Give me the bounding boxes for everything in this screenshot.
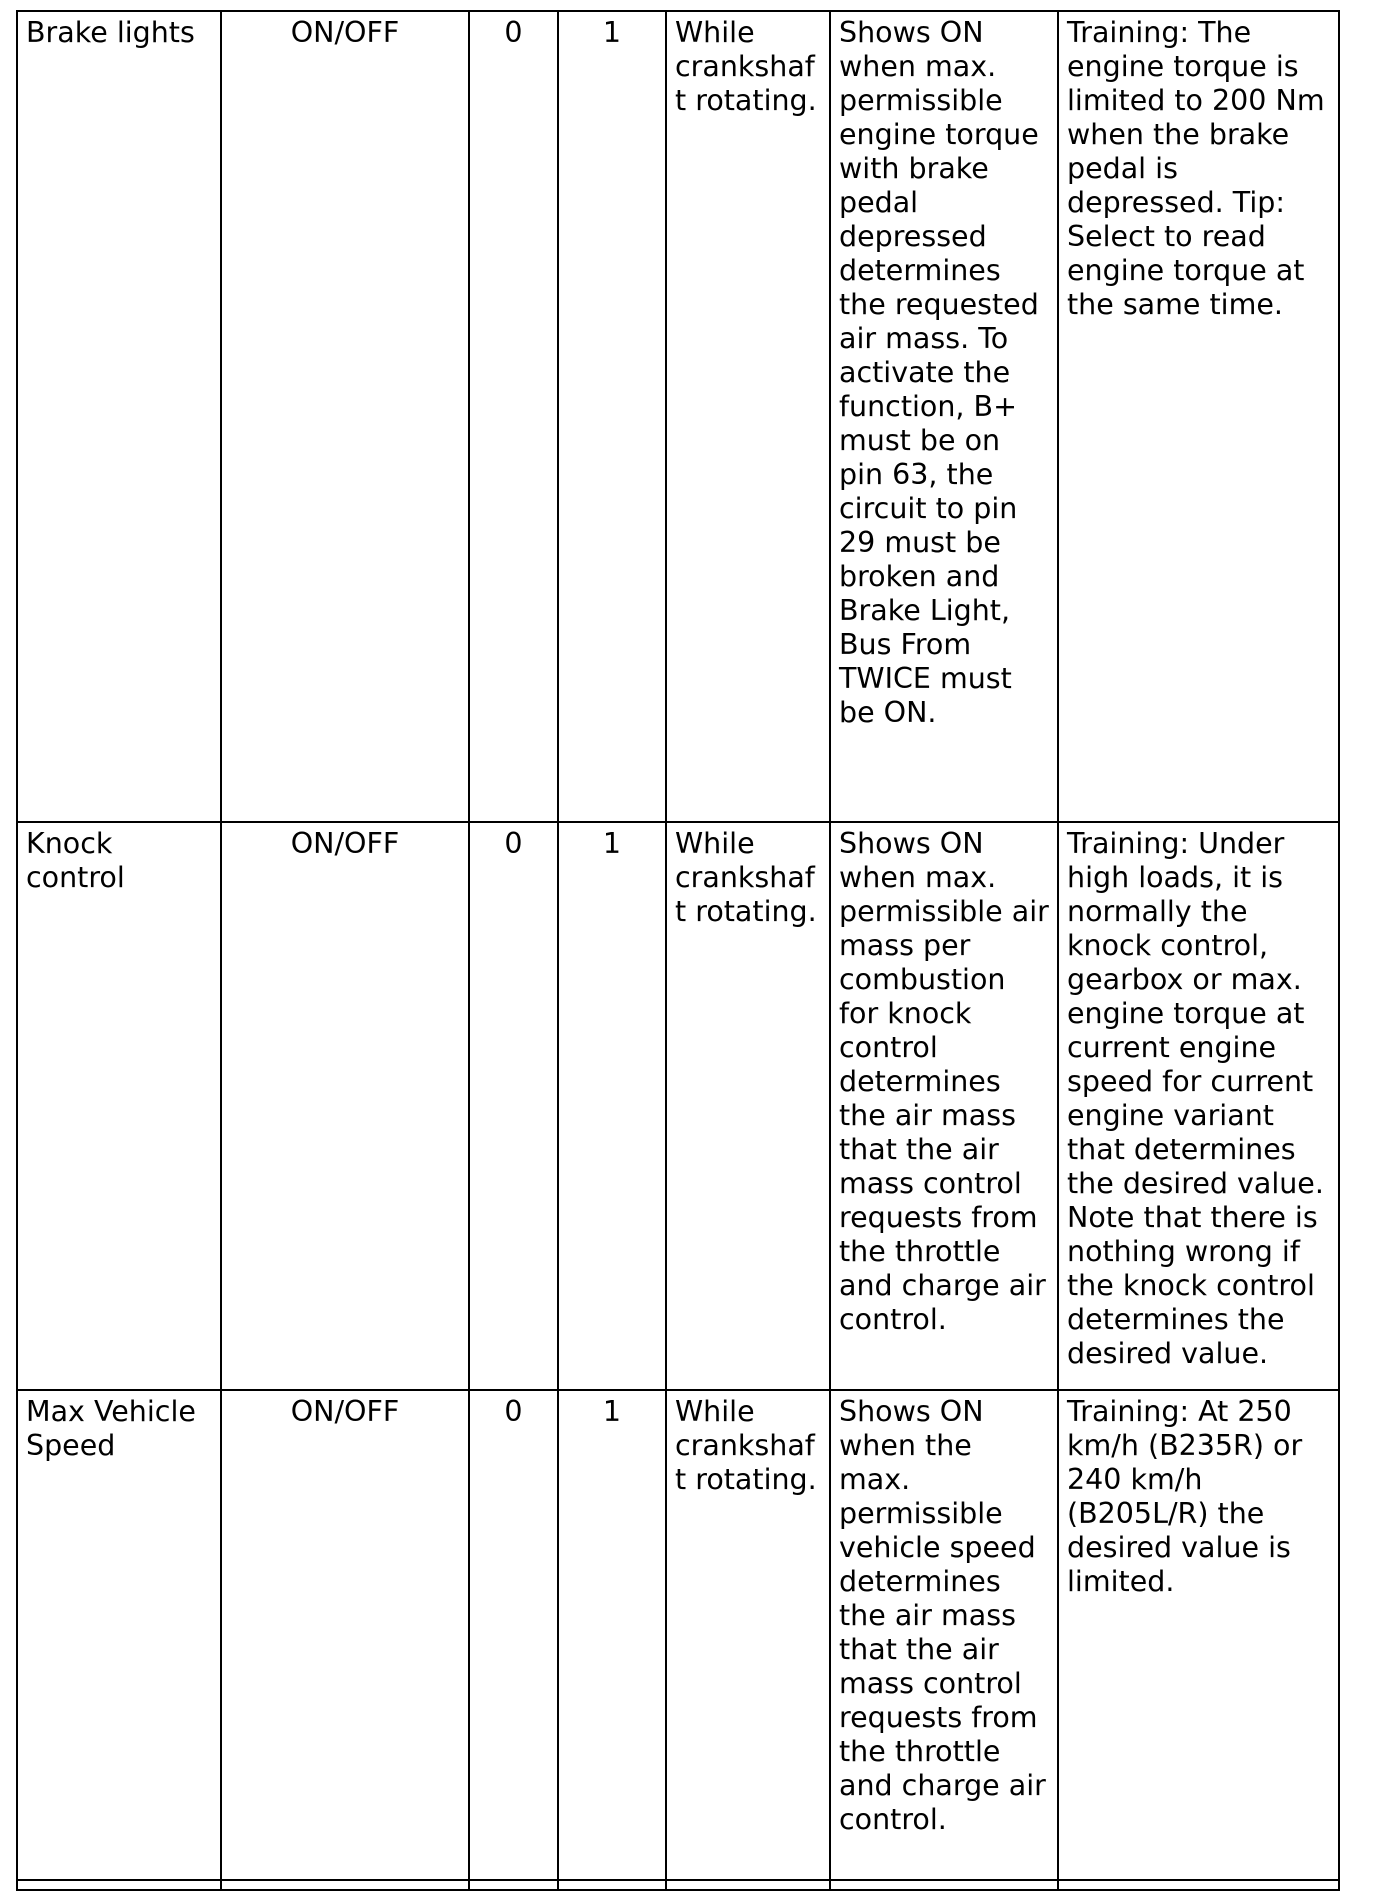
description-cell: Shows ON when the max. permissible vehicle speed determines the air mass that the air mass control requests from the throttle and charge air control. (830, 1390, 1058, 1880)
min-value-cell: 0 (469, 1390, 558, 1880)
min-value-cell: 0 (469, 11, 558, 822)
training-note-cell: Training: Under high loads, it is normally the knock control, gearbox or max. engine torque at current engine speed for current engine variant that determines the desired value. Note that there is nothing wrong if the knock control determines the desired value. (1058, 822, 1339, 1390)
max-value-cell: 1 (558, 11, 666, 822)
description-cell: Shows ON when max. permissible air mass per combustion for knock control determines the air mass that the air mass control requests from the throttle and charge air control. (830, 822, 1058, 1390)
value-type-cell: ON/OFF (221, 11, 469, 822)
min-value-cell: 0 (469, 822, 558, 1390)
training-note-cell: Training: The engine torque is limited to 200 Nm when the brake pedal is depressed. Tip: Select to read engine torque at the same time. (1058, 11, 1339, 822)
table-row-continuation (17, 1880, 1339, 1890)
signal-parameter-table (16, 10, 1340, 1891)
signal-name-cell: Knock control (17, 822, 221, 1390)
empty-cell (221, 1880, 469, 1890)
empty-cell (1058, 1880, 1339, 1890)
empty-cell (666, 1880, 830, 1890)
condition-cell: While crankshaft rotating. (666, 11, 830, 822)
table-row (17, 1390, 1339, 1880)
training-note-cell: Training: At 250 km/h (B235R) or 240 km/h (B205L/R) the desired value is limited. (1058, 1390, 1339, 1880)
description-cell: Shows ON when max. permissible engine torque with brake pedal depressed determines the requested air mass. To activate the function, B+ must be on pin 63, the circuit to pin 29 must be broken and Brake Light, Bus From TWICE must be ON. (830, 11, 1058, 822)
value-type-cell: ON/OFF (221, 1390, 469, 1880)
empty-cell (558, 1880, 666, 1890)
condition-cell: While crankshaft rotating. (666, 822, 830, 1390)
table-row (17, 11, 1339, 822)
signal-name-cell: Max Vehicle Speed (17, 1390, 221, 1880)
signal-name-cell: Brake lights (17, 11, 221, 822)
empty-cell (830, 1880, 1058, 1890)
max-value-cell: 1 (558, 1390, 666, 1880)
table-row (17, 822, 1339, 1390)
value-type-cell: ON/OFF (221, 822, 469, 1390)
max-value-cell: 1 (558, 822, 666, 1390)
condition-cell: While crankshaft rotating. (666, 1390, 830, 1880)
empty-cell (17, 1880, 221, 1890)
empty-cell (469, 1880, 558, 1890)
